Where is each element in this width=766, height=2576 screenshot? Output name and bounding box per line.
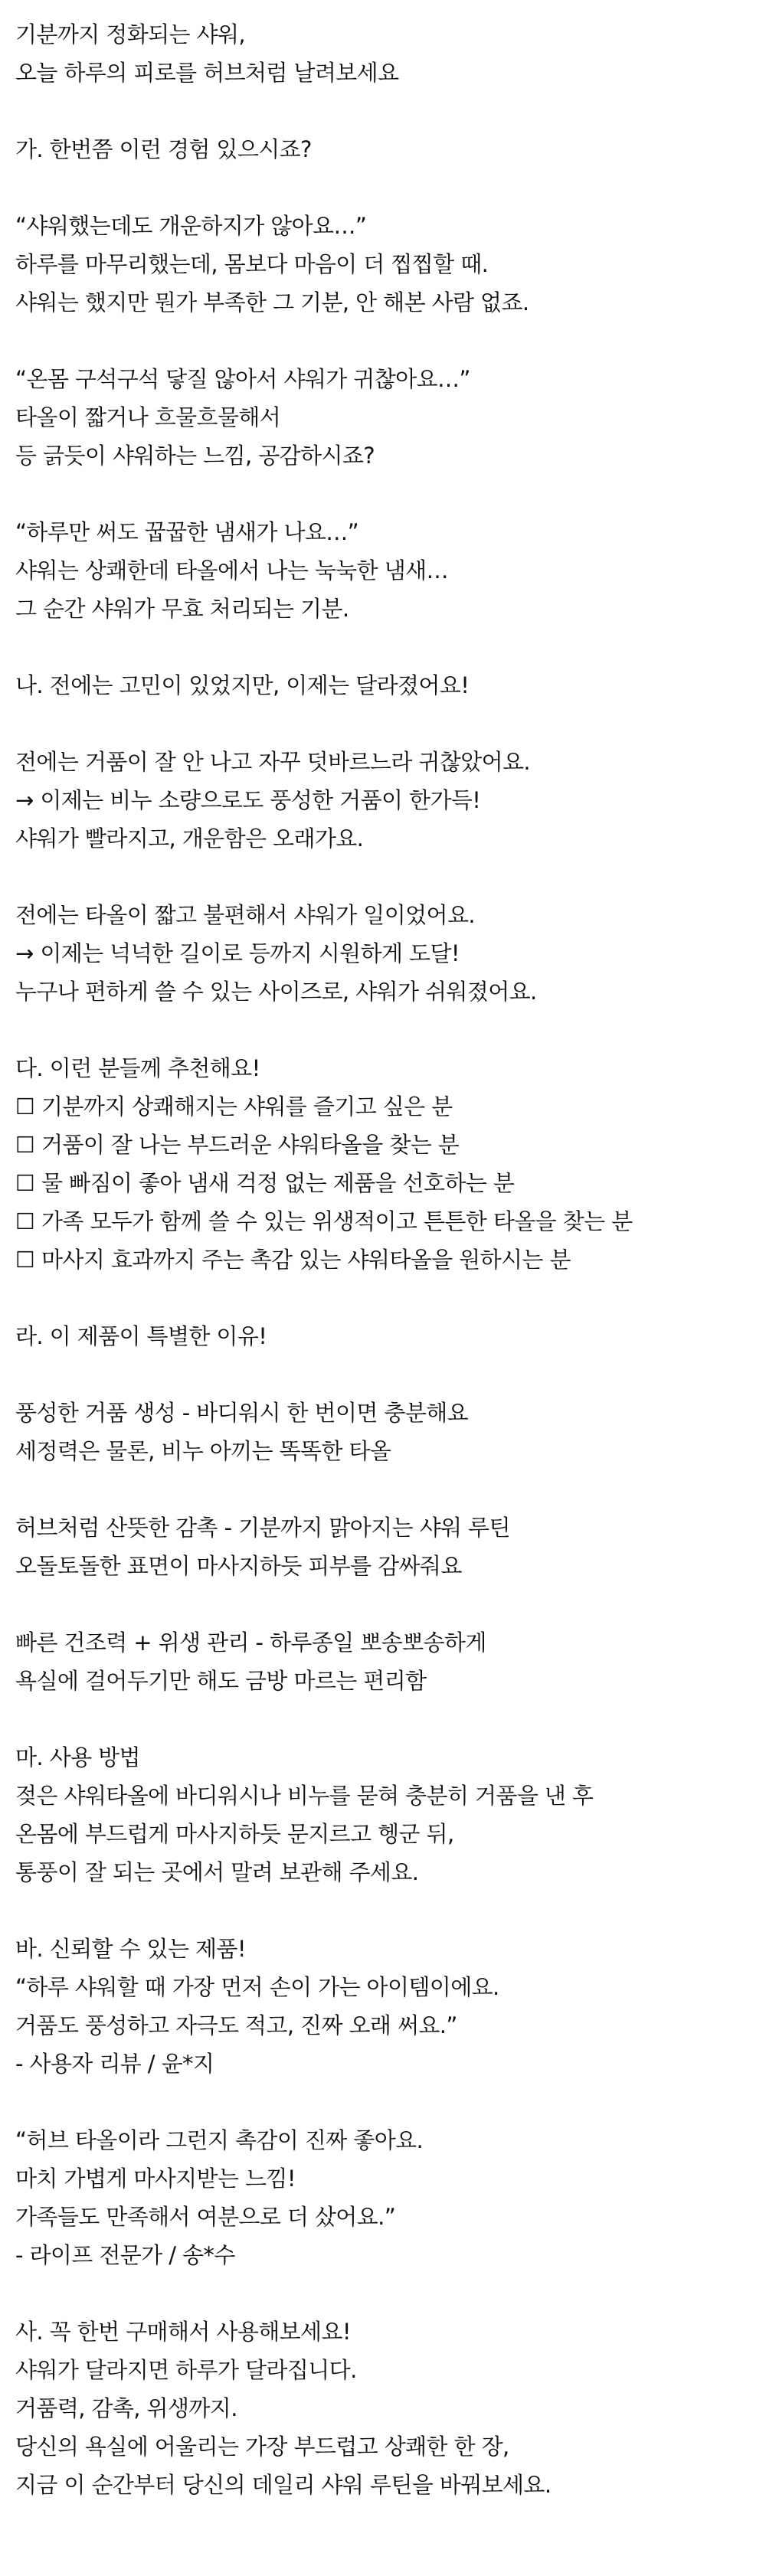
text-line: 샤워는 상쾌한데 타올에서 나는 눅눅한 냄새… bbox=[15, 557, 448, 584]
checklist-item: ☐ 거품이 잘 나는 부드러운 샤워타올을 찾는 분 bbox=[15, 1132, 460, 1158]
checklist-item: ☐ 마사지 효과까지 주는 촉감 있는 샤워타올을 원하시는 분 bbox=[15, 1247, 571, 1273]
experience-block bbox=[15, 207, 751, 322]
section-a-heading-block bbox=[15, 130, 751, 168]
text-line: 세정력은 물론, 비누 아끼는 똑똑한 타올 bbox=[15, 1438, 391, 1464]
text-line: 전에는 거품이 잘 안 나고 자꾸 덧바르느라 귀찮았어요. bbox=[15, 749, 531, 775]
checklist-item: ☐ 물 빠짐이 좋아 냄새 걱정 없는 제품을 선호하는 분 bbox=[15, 1170, 515, 1196]
review-block bbox=[15, 1930, 751, 2083]
intro-line: 기분까지 정화되는 샤워, bbox=[15, 21, 245, 47]
section-heading: 마. 사용 방법 bbox=[15, 1744, 140, 1770]
text-line: 빠른 건조력 + 위생 관리 - 하루종일 뽀송뽀송하게 bbox=[15, 1630, 486, 1656]
usage-block bbox=[15, 1738, 751, 1891]
text-line: 허브처럼 산뜻한 감촉 - 기분까지 맑아지는 샤워 루틴 bbox=[15, 1515, 510, 1541]
text-line: 등 긁듯이 샤워하는 느낌, 공감하시죠? bbox=[15, 443, 375, 469]
text-line: 욕실에 걸어두기만 해도 금방 마르는 편리함 bbox=[15, 1668, 427, 1694]
text-line: → 이제는 넉넉한 길이로 등까지 시원하게 도달! bbox=[15, 940, 460, 966]
text-line: 거품도 풍성하고 자극도 적고, 진짜 오래 써요.” bbox=[15, 2012, 457, 2038]
product-description bbox=[15, 15, 751, 2542]
text-line: 샤워는 했지만 뭔가 부족한 그 기분, 안 해본 사람 없죠. bbox=[15, 289, 529, 315]
closing-block bbox=[15, 2313, 751, 2504]
text-line: 거품력, 감촉, 위생까지. bbox=[15, 2395, 237, 2421]
review-author: - 라이프 전문가 / 송*수 bbox=[15, 2242, 235, 2268]
before-after-block bbox=[15, 896, 751, 1011]
text-line: 그 순간 샤워가 무효 처리되는 기분. bbox=[15, 596, 349, 622]
text-line: 샤워가 달라지면 하루가 달라집니다. bbox=[15, 2357, 357, 2383]
review-author: - 사용자 리뷰 / 윤*지 bbox=[15, 2051, 214, 2077]
text-line: 온몸에 부드럽게 마사지하듯 문지르고 헹군 뒤, bbox=[15, 1821, 454, 1847]
text-line: → 이제는 비누 소량으로도 풍성한 거품이 한가득! bbox=[15, 787, 481, 813]
intro-block bbox=[15, 15, 751, 92]
checklist-item: ☐ 기분까지 상쾌해지는 샤워를 즐기고 싶은 분 bbox=[15, 1093, 453, 1120]
text-line: 전에는 타올이 짧고 불편해서 샤워가 일이었어요. bbox=[15, 902, 475, 928]
section-heading: 라. 이 제품이 특별한 이유! bbox=[15, 1323, 267, 1349]
section-heading: 다. 이런 분들께 추천해요! bbox=[15, 1055, 260, 1081]
section-heading: 바. 신뢰할 수 있는 제품! bbox=[15, 1936, 246, 1962]
text-line: 통풍이 잘 되는 곳에서 말려 보관해 주세요. bbox=[15, 1859, 419, 1885]
before-after-block bbox=[15, 743, 751, 858]
section-b-heading-block bbox=[15, 666, 751, 704]
text-line: 마치 가볍게 마사지받는 느낌! bbox=[15, 2166, 296, 2192]
text-line: 샤워가 빨라지고, 개운함은 오래가요. bbox=[15, 825, 364, 852]
review-block bbox=[15, 2121, 751, 2274]
text-line: 하루를 마무리했는데, 몸보다 마음이 더 찝찝할 때. bbox=[15, 251, 489, 277]
feature-block bbox=[15, 1623, 751, 1700]
text-line: 당신의 욕실에 어울리는 가장 부드럽고 상쾌한 한 장, bbox=[15, 2434, 509, 2460]
text-line: 가족들도 만족해서 여분으로 더 샀어요.” bbox=[15, 2204, 396, 2230]
text-line: 젖은 샤워타올에 바디워시나 비누를 묻혀 충분히 거품을 낸 후 bbox=[15, 1783, 594, 1809]
text-line: 타올이 짧거나 흐물흐물해서 bbox=[15, 404, 281, 430]
section-heading: 가. 한번쯤 이런 경험 있으시죠? bbox=[15, 136, 312, 162]
text-line: “온몸 구석구석 닿질 않아서 샤워가 귀찮아요…” bbox=[15, 366, 470, 392]
recommendation-block bbox=[15, 1049, 751, 1279]
intro-line: 오늘 하루의 피로를 허브처럼 날려보세요 bbox=[15, 60, 399, 86]
feature-block bbox=[15, 1509, 751, 1585]
section-d-heading-block bbox=[15, 1317, 751, 1355]
text-line: 지금 이 순간부터 당신의 데일리 샤워 루틴을 바꿔보세요. bbox=[15, 2472, 552, 2498]
feature-block bbox=[15, 1394, 751, 1470]
section-heading: 나. 전에는 고민이 있었지만, 이제는 달라졌어요! bbox=[15, 672, 470, 698]
section-heading: 사. 꼭 한번 구매해서 사용해보세요! bbox=[15, 2319, 351, 2345]
text-line: “하루 샤워할 때 가장 먼저 손이 가는 아이템이에요. bbox=[15, 1974, 499, 2000]
text-line: “허브 타올이라 그런지 촉감이 진짜 좋아요. bbox=[15, 2127, 424, 2153]
experience-block bbox=[15, 513, 751, 628]
text-line: 오돌토돌한 표면이 마사지하듯 피부를 감싸줘요 bbox=[15, 1553, 462, 1579]
text-line: 풍성한 거품 생성 - 바디워시 한 번이면 충분해요 bbox=[15, 1400, 469, 1426]
text-line: “샤워했는데도 개운하지가 않아요…” bbox=[15, 213, 367, 239]
checklist-item: ☐ 가족 모두가 함께 쓸 수 있는 위생적이고 튼튼한 타올을 찾는 분 bbox=[15, 1208, 633, 1234]
text-line: 누구나 편하게 쓸 수 있는 사이즈로, 샤워가 쉬워졌어요. bbox=[15, 979, 537, 1005]
experience-block bbox=[15, 360, 751, 475]
text-line: “하루만 써도 꿉꿉한 냄새가 나요…” bbox=[15, 519, 359, 545]
